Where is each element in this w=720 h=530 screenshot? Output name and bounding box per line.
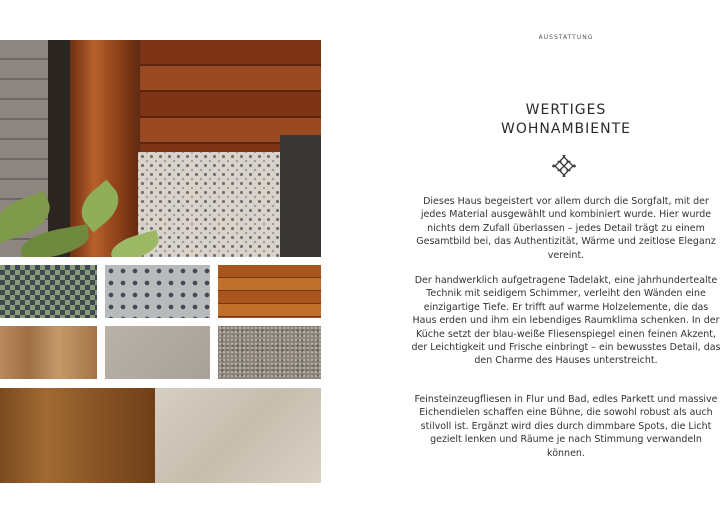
- parquet-floor-swatch: [0, 388, 155, 483]
- tadelakt-plaster-swatch: [105, 326, 210, 379]
- endless-knot-icon: [551, 155, 577, 177]
- page-title: [411, 101, 720, 139]
- stoneware-tile-swatch: [155, 388, 321, 483]
- section-kicker: AUSSTATTUNG: [538, 34, 594, 41]
- mosaic-tile-swatch: [0, 265, 97, 318]
- title-line-1: WERTIGES: [525, 102, 607, 118]
- wood-cladding-swatch: [218, 265, 321, 318]
- hero-photo-facade: [0, 40, 321, 257]
- terrazzo-swatch: [218, 326, 321, 379]
- dark-wall-element: [280, 135, 321, 257]
- title-line-2: WOHNAMBIENTE: [501, 121, 631, 137]
- paragraph-tadelakt: Der handwerklich aufgetragene Tadelakt, eine jahrhundertealte Technik mit seidigem Schimmer, verleiht den Wänden eine einzigartige Tiefe. Er trifft auf warme Holzelemente, die das Haus erden und ihm ein lebendiges Raumklima schenken. In der Küche setzt der blau-weiße Fliesenspiegel einen feinen Akzent, der Leichtigkeit und Frische einbringt – ein bewusstes Detail, das den Charme des Hauses unterstreicht.: [411, 275, 720, 367]
- light-oak-swatch: [0, 326, 97, 379]
- paragraph-intro: Dieses Haus begeistert vor allem durch die Sorgfalt, mit der jedes Material ausgewählt und kombiniert wurde. Hier wurde nichts dem Zufall überlassen – jedes Detail trägt zu einem Gesamtbild bei, das Authentizität, Wärme und zeitlose Eleganz vereint.: [416, 196, 716, 261]
- paragraph-flooring: Feinsteinzeugfliesen in Flur und Bad, edles Parkett und massive Eichendielen schaffen eine Bühne, die sowohl robust als auch stilvoll ist. Ergänzt wird dies durch dimmbare Spots, die Licht gezielt lenken und Räume je nach Stimmung verwandeln können.: [414, 394, 718, 459]
- window-frame: [48, 40, 70, 257]
- patterned-tile-panel: [138, 152, 280, 257]
- patterned-cement-tile-swatch: [105, 265, 210, 318]
